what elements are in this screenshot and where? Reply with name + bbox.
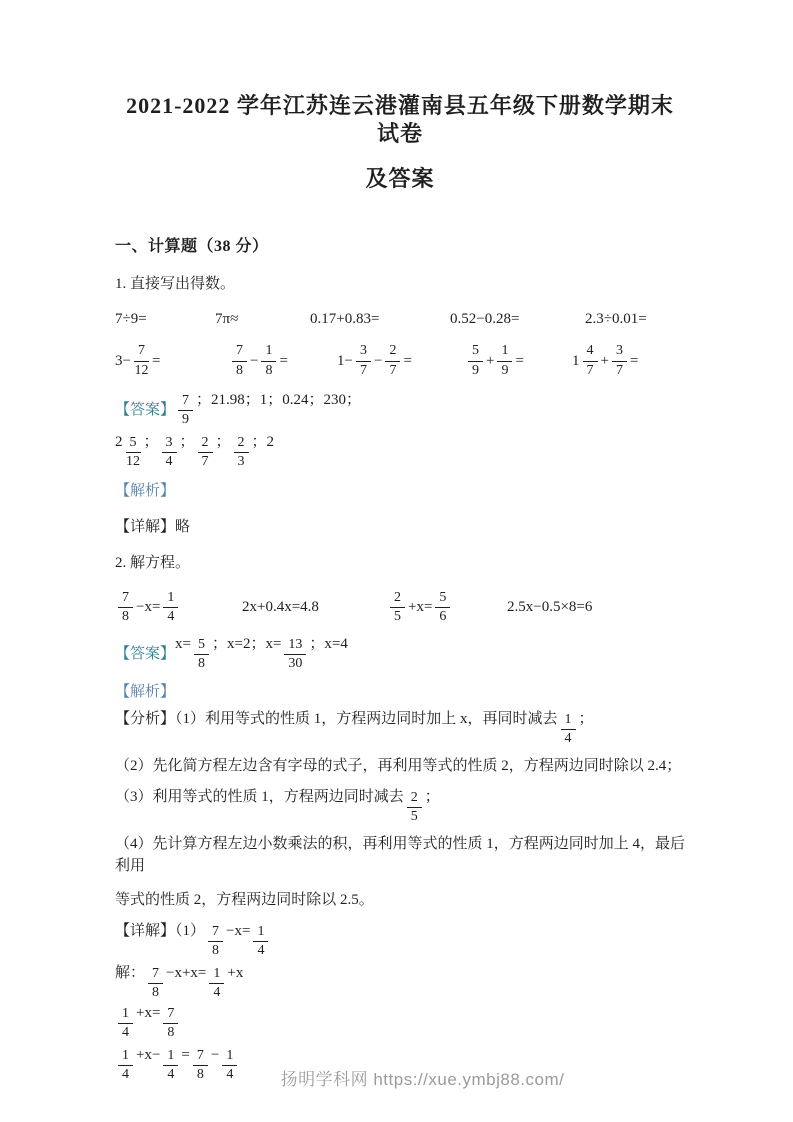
math-expression	[465, 343, 572, 378]
fraction: $\frac{1}{4}$	[163, 1048, 178, 1083]
math-text: −x+x=	[166, 965, 207, 982]
math-text: 【详解】（1）	[115, 922, 206, 939]
fraction: $\frac{3}{7}$	[356, 343, 371, 378]
analysis-bracket-label: 【解析】	[115, 483, 176, 500]
fraction: $\frac{1}{4}$	[222, 1048, 237, 1083]
math-text: ；x=4	[309, 636, 348, 653]
fraction: $\frac{7}{8}$	[163, 1006, 178, 1041]
q1-analysis-label	[115, 480, 685, 502]
math-text: ；	[578, 710, 594, 727]
fraction: $\frac{4}{7}$	[583, 343, 598, 378]
answer-values	[175, 388, 361, 428]
q1-detail-note: 【详解】略	[115, 519, 191, 536]
analysis-text	[115, 785, 440, 825]
math-text: =	[181, 1047, 190, 1064]
math-expression	[242, 599, 387, 616]
fraction: $\frac{1}{4}$	[118, 1006, 133, 1041]
q2-equation-row	[115, 584, 685, 630]
fraction: $\frac{2}{3}$	[234, 435, 249, 470]
exam-title-line1: 2021-2022 学年江苏连云港灌南县五年级下册数学期末试卷	[126, 93, 674, 146]
fraction: $\frac{1}{4}$	[118, 1048, 133, 1083]
math-text: 【分析】（1）利用等式的性质 1，方程两边同时加上 x，再同时减去	[115, 710, 558, 727]
q1-answer-line-1	[115, 388, 685, 428]
q2-analysis-line-1	[115, 707, 685, 747]
math-expression	[507, 599, 592, 616]
math-text: =	[515, 352, 524, 369]
fraction: $\frac{1}{4}$	[561, 712, 576, 747]
math-text: +x=	[408, 598, 433, 615]
math-text: 2	[115, 434, 123, 451]
fraction: $\frac{7}{8}$	[208, 924, 223, 959]
question-1-label: 1. 直接写出得数。	[115, 276, 236, 292]
math-text: ；21.98；1；0.24；230；	[196, 392, 362, 408]
q2-analysis-label	[115, 681, 685, 703]
fraction: $\frac{1}{8}$	[261, 343, 276, 378]
math-text: （3）利用等式的性质 1，方程两边同时减去	[115, 788, 404, 805]
q2-answer-line	[115, 632, 685, 672]
math-text: ；x=2；x=	[211, 636, 282, 653]
math-text: 1	[572, 352, 580, 369]
math-expression	[115, 343, 229, 378]
q2-detail-line-2	[115, 961, 685, 1001]
math-text: ；	[179, 434, 195, 451]
math-expression	[229, 343, 337, 378]
fraction: $\frac{2}{5}$	[390, 590, 405, 625]
worked-solution	[115, 1005, 181, 1041]
fraction: $\frac{7}{12}$	[134, 343, 149, 378]
fraction: $\frac{2}{5}$	[407, 790, 422, 825]
math-expression	[337, 343, 465, 378]
exam-title-line2: 及答案	[365, 166, 435, 191]
math-text: =	[279, 352, 288, 369]
q2-analysis-line-4b: 等式的性质 2，方程两边同时除以 2.5。	[115, 891, 374, 908]
math-expression	[572, 343, 638, 378]
fraction: $\frac{5}{6}$	[435, 590, 450, 625]
analysis-text	[115, 707, 594, 747]
math-text: x=	[175, 636, 191, 653]
math-text: +	[600, 352, 609, 369]
answer-values	[115, 430, 274, 470]
fraction: $\frac{7}{8}$	[193, 1048, 208, 1083]
math-expression: 0.52−0.28=	[450, 311, 520, 327]
math-expression: 0.17+0.83=	[310, 311, 380, 327]
answer-bracket-label: 【答案】	[115, 401, 176, 418]
math-text: −	[373, 352, 383, 369]
fraction: $\frac{7}{8}$	[118, 590, 133, 625]
math-text: ；2	[251, 434, 275, 451]
fraction: $\frac{1}{4}$	[209, 966, 224, 1001]
math-text: 1−	[337, 352, 353, 369]
fraction: $\frac{5}{9}$	[468, 343, 483, 378]
fraction: $\frac{1}{4}$	[253, 924, 268, 959]
q1-expression-row-2	[115, 340, 685, 382]
math-text: +x−	[136, 1047, 161, 1064]
fraction: $\frac{1}{4}$	[163, 590, 178, 625]
q2-analysis-line-4a: （4）先计算方程左边小数乘法的积，再利用等式的性质 1，方程两边同时加上 4，最后利用	[115, 835, 686, 874]
fraction: $\frac{7}{8}$	[148, 966, 163, 1001]
section-heading: 一、计算题（38 分）	[115, 238, 269, 255]
fraction: $\frac{5}{8}$	[194, 637, 209, 672]
answer-values	[175, 632, 348, 672]
fraction: $\frac{2}{7}$	[385, 343, 400, 378]
math-text: ；	[143, 434, 159, 451]
fraction: $\frac{2}{7}$	[198, 435, 213, 470]
fraction: $\frac{7}{9}$	[178, 393, 193, 428]
worked-solution	[115, 919, 271, 959]
math-text: =	[151, 352, 161, 369]
fraction: $\frac{3}{4}$	[162, 435, 177, 470]
question-2-label: 2. 解方程。	[115, 555, 191, 572]
math-text: +x=	[136, 1005, 161, 1022]
math-text: −x=	[136, 598, 161, 615]
math-text: =	[629, 352, 639, 369]
watermark-footer: 扬明学科网 https://xue.ymbj88.com/	[280, 1070, 565, 1089]
fraction: $\frac{1}{9}$	[497, 343, 512, 378]
math-expression	[387, 590, 507, 625]
math-text: 2x+0.4x=4.8	[242, 598, 319, 615]
math-text: 解：	[115, 965, 146, 982]
math-text: 3−	[115, 352, 131, 369]
math-expression	[115, 590, 242, 625]
q1-answer-line-2	[115, 430, 685, 470]
math-text: ；	[424, 788, 440, 805]
math-text: +x	[227, 965, 244, 982]
q2-analysis-line-2: （2）先化简方程左边含有字母的式子，再利用等式的性质 2，方程两边同时除以 2.4；	[115, 757, 682, 774]
math-text: =	[403, 352, 412, 369]
math-text: ；	[215, 434, 231, 451]
math-text: −	[250, 352, 259, 369]
analysis-bracket-label: 【解析】	[115, 683, 176, 700]
math-expression: 2.3÷0.01=	[585, 311, 647, 327]
math-text: −	[210, 1047, 220, 1064]
math-text: +	[486, 352, 495, 369]
worked-solution	[115, 961, 243, 1001]
answer-bracket-label: 【答案】	[115, 645, 176, 662]
fraction: $\frac{7}{8}$	[232, 343, 247, 378]
fraction: $\frac{13}{30}$	[284, 637, 306, 672]
q2-detail-line-3	[115, 1003, 685, 1043]
fraction: $\frac{5}{12}$	[126, 435, 140, 470]
q2-analysis-line-3	[115, 785, 685, 825]
q2-detail-line-1	[115, 919, 685, 959]
math-text: 2.5x−0.5×8=6	[507, 598, 593, 615]
q1-expression-row-1	[115, 311, 685, 328]
math-expression: 7÷9=	[115, 311, 147, 327]
math-expression: 7π≈	[215, 311, 239, 327]
fraction: $\frac{3}{7}$	[612, 343, 627, 378]
math-text: −x=	[226, 922, 251, 939]
